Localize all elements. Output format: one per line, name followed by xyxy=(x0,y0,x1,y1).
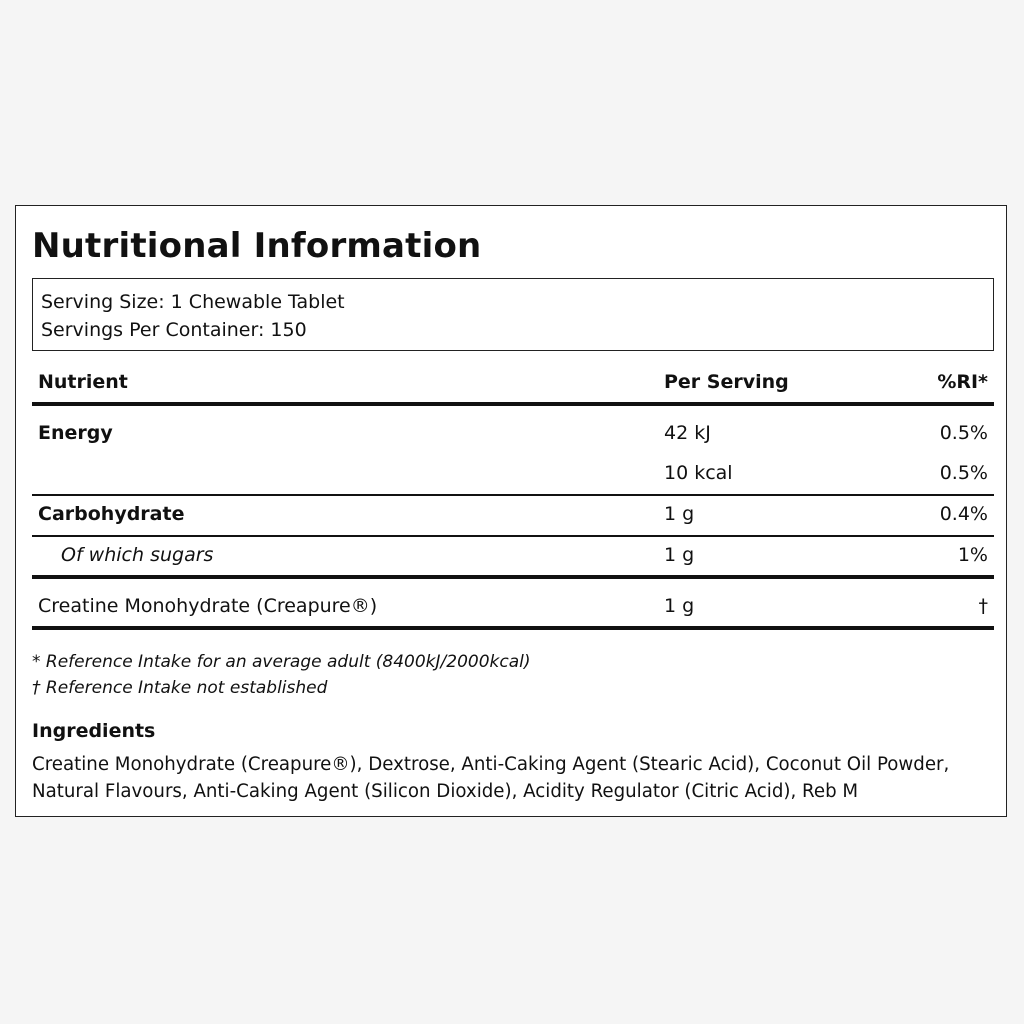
per-serving-value: 1 g xyxy=(664,503,695,525)
ri-value: 0.4% xyxy=(939,503,988,525)
ri-value: 0.5% xyxy=(939,422,988,444)
header-ri: %RI* xyxy=(937,371,988,393)
section-divider xyxy=(32,575,994,579)
nutrition-label xyxy=(15,205,1007,817)
per-serving-value: 1 g xyxy=(664,544,695,566)
row-divider xyxy=(32,535,994,537)
header-divider xyxy=(32,402,994,406)
header-per-serving: Per Serving xyxy=(664,371,789,393)
ri-value: † xyxy=(978,595,988,617)
nutrient-name: Carbohydrate xyxy=(38,503,185,525)
per-serving-value: 10 kcal xyxy=(664,462,733,484)
footnotes xyxy=(32,649,531,701)
nutrient-name: Creatine Monohydrate (Creapure®) xyxy=(38,595,378,617)
table-bottom-divider xyxy=(32,626,994,630)
ingredients-text: Creatine Monohydrate (Creapure®), Dextrose, Anti-Caking Agent (Stearic Acid), Coconut Oil Powder, Natural Flavours, Anti-Caking Agent (Silicon Dioxide), Acidity Regulator (Citric Acid), Reb M xyxy=(32,754,950,802)
footnote-dagger: † Reference Intake not established xyxy=(32,678,328,698)
serving-size: Serving Size: 1 Chewable Tablet xyxy=(41,291,345,313)
page-title: Nutritional Information xyxy=(32,226,482,266)
ri-value: 0.5% xyxy=(939,462,988,484)
per-serving-value: 1 g xyxy=(664,595,695,617)
ri-value: 1% xyxy=(957,544,988,566)
nutrient-name: Energy xyxy=(38,422,113,444)
ingredients-heading: Ingredients xyxy=(32,720,156,742)
row-divider xyxy=(32,494,994,496)
serving-info-box xyxy=(32,278,994,351)
per-serving-value: 42 kJ xyxy=(664,422,711,444)
footnote-ri: * Reference Intake for an average adult (8400kJ/2000kcal) xyxy=(32,652,531,672)
nutrient-name: Of which sugars xyxy=(61,544,214,566)
header-nutrient: Nutrient xyxy=(38,371,128,393)
servings-per-container: Servings Per Container: 150 xyxy=(41,319,307,341)
